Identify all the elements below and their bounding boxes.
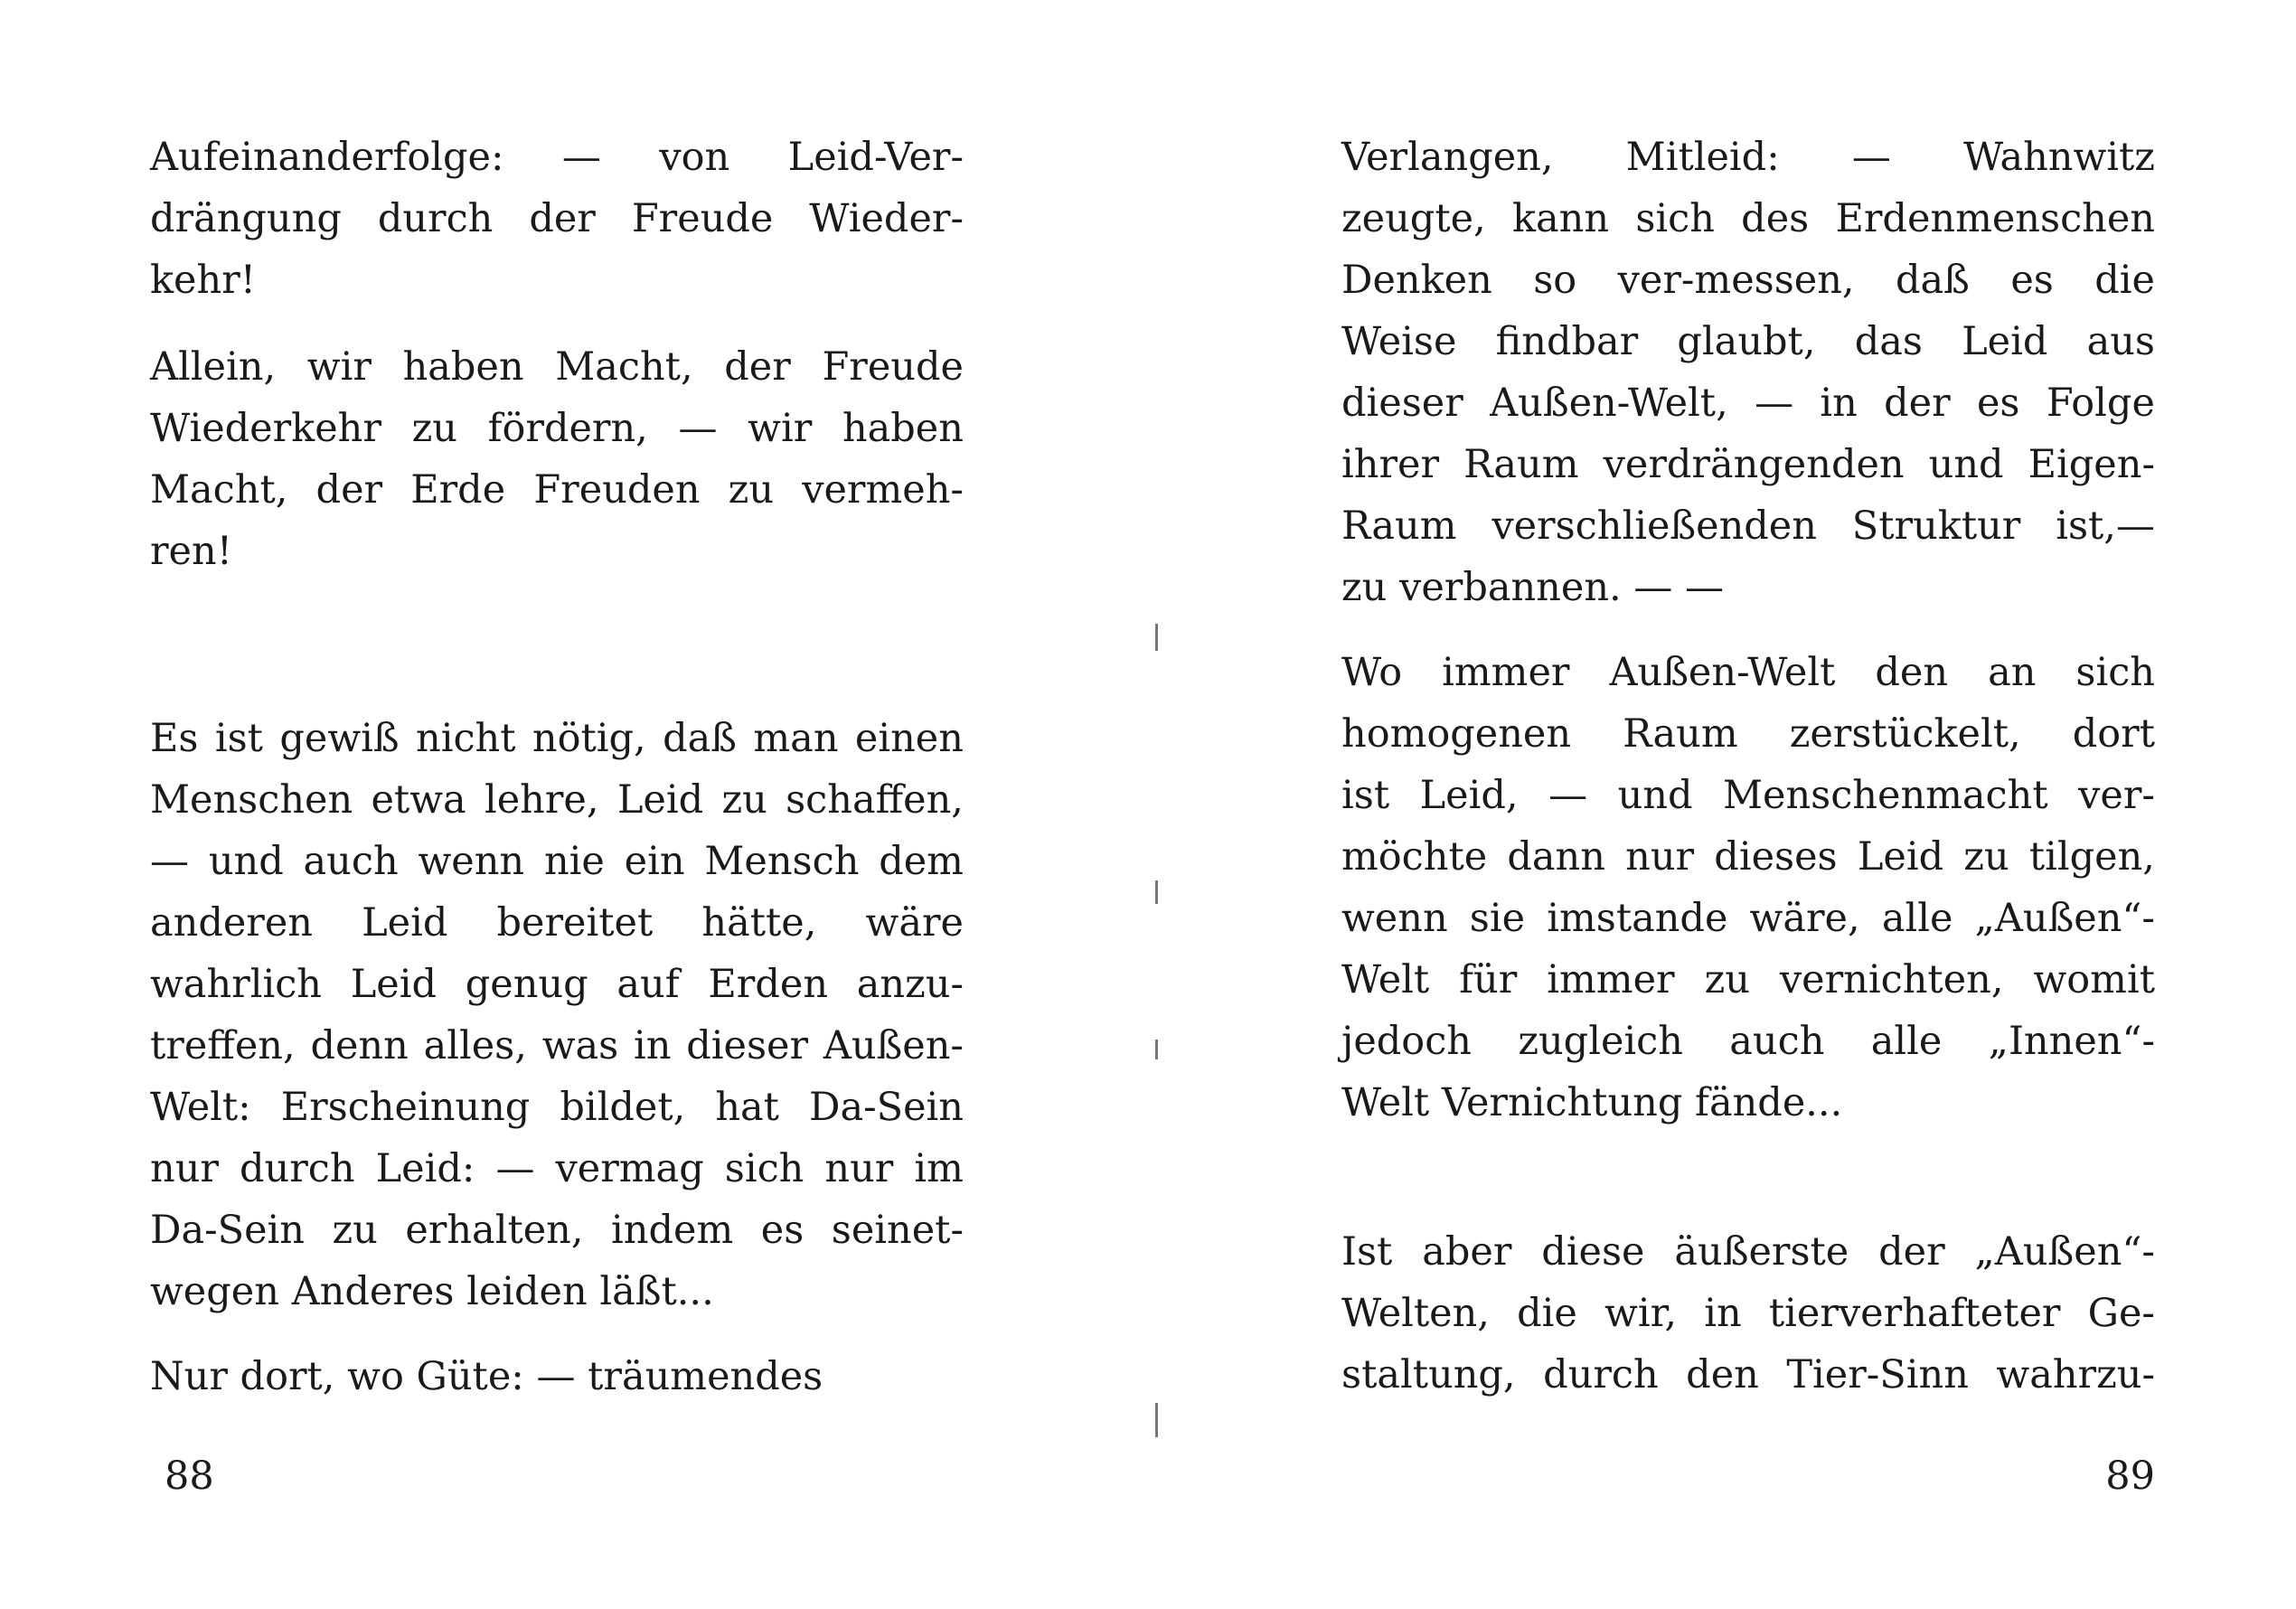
word: Macht, [555, 344, 693, 390]
word: Leid: [375, 1146, 475, 1191]
word: — [678, 406, 718, 451]
word: wir [748, 406, 813, 451]
word: zu [721, 777, 767, 823]
word: der [315, 467, 383, 513]
word: Ist [1341, 1229, 1393, 1275]
word: Erdenmenschen [1835, 196, 2155, 241]
word: aber [1422, 1229, 1512, 1275]
word: dieser [686, 1023, 809, 1068]
word: Freude [822, 344, 964, 390]
text-line [1341, 256, 2155, 305]
text-line [150, 1267, 964, 1316]
text-line [150, 714, 964, 763]
word: auf [616, 962, 680, 1007]
word: Raum [1623, 711, 1738, 757]
text-line [150, 1144, 964, 1193]
word: sich [724, 1146, 805, 1191]
word: wegen [150, 1269, 279, 1314]
word: alle [1881, 896, 1953, 941]
word: was [541, 1023, 619, 1068]
word: indem [611, 1208, 734, 1253]
word: Struktur [1851, 503, 2021, 549]
word: Da-Sein [808, 1085, 964, 1130]
word: seinet- [831, 1208, 964, 1253]
word: — [561, 135, 601, 180]
word: zu [1704, 957, 1750, 1002]
word: immer [1442, 650, 1570, 695]
word: Allein, [150, 344, 277, 390]
word: „Außen“- [1974, 896, 2155, 941]
word: „Innen“- [1988, 1019, 2155, 1064]
word: Welten, [1341, 1291, 1490, 1336]
text-line [1341, 1350, 2155, 1399]
word: für [1459, 957, 1518, 1002]
word: im [914, 1146, 964, 1191]
word: einen [854, 716, 964, 761]
page-number: 89 [2105, 1454, 2155, 1499]
word: es [760, 1208, 805, 1253]
word: Menschen [150, 777, 353, 823]
word: zeugte, [1341, 196, 1486, 241]
word: an [1988, 650, 2037, 695]
word: schaffen, [786, 777, 964, 823]
word: nur [824, 1146, 894, 1191]
word: träumendes [588, 1354, 823, 1399]
text-line [150, 194, 964, 243]
word: erhalten, [405, 1208, 584, 1253]
word: zu [728, 467, 775, 513]
word: bildet, [560, 1085, 686, 1130]
word: Welt: [150, 1085, 251, 1130]
word: vermeh- [802, 467, 964, 513]
word: und [1928, 442, 2004, 487]
word: Da-Sein [150, 1208, 305, 1253]
word: sich [2075, 650, 2155, 695]
word: den [1686, 1352, 1759, 1397]
word: vermag [555, 1146, 704, 1191]
text-line [150, 133, 964, 182]
word: der [529, 196, 596, 241]
word: durch [240, 1146, 355, 1191]
word: alles, [423, 1023, 527, 1068]
text-line [1341, 955, 2155, 1004]
text-line [150, 256, 964, 305]
text-line [150, 1206, 964, 1255]
word: glaubt, [1677, 319, 1816, 364]
word: läßt... [599, 1269, 714, 1314]
word: ren! [150, 529, 232, 574]
word: verbannen. [1399, 565, 1622, 610]
word: der [1878, 1229, 1945, 1275]
word: den [1875, 650, 1949, 695]
word: wenn [1341, 896, 1448, 941]
word: Vernichtung [1441, 1080, 1683, 1125]
word: wenn [418, 839, 525, 884]
word: — [150, 839, 189, 884]
text-line [150, 343, 964, 391]
word: auch [303, 839, 399, 884]
word: Mensch [704, 839, 860, 884]
word: Raum [1463, 442, 1579, 487]
word: dieses [1714, 834, 1838, 880]
word: zu [411, 406, 457, 451]
word: nur [1625, 834, 1695, 880]
word: wir, [1604, 1291, 1678, 1336]
word: des [1741, 196, 1810, 241]
word: Güte: [416, 1354, 524, 1399]
word: nicht [416, 716, 516, 761]
word: alle [1870, 1019, 1943, 1064]
text-line [150, 527, 964, 576]
word: wo [347, 1354, 404, 1399]
word: äußerste [1674, 1229, 1849, 1275]
word: Eigen- [2028, 442, 2155, 487]
word: Weise [1341, 319, 1457, 364]
word: Anderes [291, 1269, 455, 1314]
word: Welt [1341, 957, 1430, 1002]
word: verdrängenden [1603, 442, 1905, 487]
text-line [1341, 133, 2155, 182]
word: tilgen, [2028, 834, 2155, 880]
word: haben [402, 344, 524, 390]
gutter-mark [1155, 1403, 1158, 1437]
text-line [150, 1352, 964, 1401]
word: kann [1511, 196, 1610, 241]
word: tierverhafteter [1768, 1291, 2061, 1336]
word: Außen- [823, 1023, 964, 1068]
word: — [1685, 565, 1725, 610]
word: hat [715, 1085, 779, 1130]
word: Wo [1341, 650, 1403, 695]
word: — [495, 1146, 535, 1191]
word: leiden [466, 1269, 588, 1314]
word: wir [306, 344, 372, 390]
word: Macht, [150, 467, 288, 513]
word: Leid [350, 962, 438, 1007]
word: etwa [371, 777, 466, 823]
text-line [1341, 648, 2155, 697]
word: zu [1341, 565, 1388, 610]
word: sich [1635, 196, 1715, 241]
word: fördern, [487, 406, 648, 451]
word: Menschenmacht [1722, 773, 2048, 818]
gutter-mark [1155, 1040, 1158, 1059]
word: dort [2072, 711, 2155, 757]
text-line [1341, 502, 2155, 550]
word: kehr! [150, 258, 257, 303]
page-number: 88 [165, 1454, 214, 1499]
word: — [1548, 773, 1588, 818]
word: immer [1547, 957, 1675, 1002]
word: Ge- [2087, 1291, 2155, 1336]
word: in [1704, 1291, 1742, 1336]
word: sie [1469, 896, 1526, 941]
word: in [1820, 381, 1858, 426]
word: auch [1729, 1019, 1825, 1064]
word: Wahnwitz [1962, 135, 2155, 180]
gutter-mark [1155, 624, 1158, 651]
word: — [1755, 381, 1794, 426]
word: Tier-Sinn [1786, 1352, 1969, 1397]
word: zu [1963, 834, 2009, 880]
word: treffen, [150, 1023, 296, 1068]
word: Freuden [533, 467, 701, 513]
word: diese [1541, 1229, 1645, 1275]
word: nötig, [532, 716, 646, 761]
text-line [1341, 317, 2155, 366]
word: staltung, [1341, 1352, 1516, 1397]
word: durch [1543, 1352, 1659, 1397]
text-line [1341, 563, 2155, 612]
word: Folge [2046, 381, 2155, 426]
word: Erscheinung [280, 1085, 531, 1130]
word: daß [1896, 258, 1970, 303]
word: Nur [150, 1354, 228, 1399]
word: Leid, [1419, 773, 1519, 818]
word: Leid [1962, 319, 2048, 364]
word: so [1533, 258, 1577, 303]
word: gewiß [279, 716, 400, 761]
text-line [1341, 379, 2155, 428]
word: imstande [1547, 896, 1728, 941]
word: vernichten, [1779, 957, 2004, 1002]
word: ist,— [2056, 503, 2155, 549]
word: Leid-Ver- [787, 135, 964, 180]
text-line [1341, 194, 2155, 243]
word: der [724, 344, 791, 390]
text-line [150, 466, 964, 514]
word: anzu- [856, 962, 964, 1007]
word: Außen-Welt, [1490, 381, 1728, 426]
text-line [150, 404, 964, 453]
word: Denken [1341, 258, 1492, 303]
word: wäre [865, 900, 964, 946]
word: zerstückelt, [1789, 711, 2021, 757]
word: daß [663, 716, 738, 761]
word: bereitet [496, 900, 654, 946]
word: hätte, [701, 900, 817, 946]
text-line [1341, 771, 2155, 820]
word: denn [310, 1023, 409, 1068]
word: Wieder- [809, 196, 964, 241]
text-line [150, 776, 964, 824]
word: möchte [1341, 834, 1488, 880]
word: man [753, 716, 839, 761]
word: Verlangen, [1341, 135, 1554, 180]
word: haben [842, 406, 964, 451]
word: drängung [150, 196, 342, 241]
word: Leid [362, 900, 448, 946]
text-line [1341, 710, 2155, 758]
word: in [634, 1023, 672, 1068]
word: ein [624, 839, 685, 884]
word: genug [465, 962, 588, 1007]
word: wahrlich [150, 962, 322, 1007]
word: ver-messen, [1617, 258, 1855, 303]
word: die [1517, 1291, 1577, 1336]
word: dem [879, 839, 964, 884]
word: fände... [1695, 1080, 1843, 1125]
word: Leid [616, 777, 704, 823]
word: ist [1341, 773, 1390, 818]
text-line [150, 1083, 964, 1132]
word: und [1617, 773, 1693, 818]
word: aus [2086, 319, 2155, 364]
word: von [659, 135, 730, 180]
text-line [150, 1021, 964, 1070]
word: es [1976, 381, 2020, 426]
word: homogenen [1341, 711, 1572, 757]
word: zugleich [1518, 1019, 1683, 1064]
word: anderen [150, 900, 313, 946]
word: durch [377, 196, 494, 241]
word: — [1851, 135, 1891, 180]
word: nur [150, 1146, 219, 1191]
word: ver- [2078, 773, 2155, 818]
word: Aufeinanderfolge: [150, 135, 504, 180]
word: Es [150, 716, 199, 761]
text-line [1341, 1228, 2155, 1276]
text-line [1341, 833, 2155, 881]
word: Mitleid: [1625, 135, 1780, 180]
word: dieser [1341, 381, 1463, 426]
word: Raum [1341, 503, 1457, 549]
text-line [1341, 1078, 2155, 1127]
word: lehre, [484, 777, 599, 823]
word: Freude [631, 196, 774, 241]
word: Welt [1341, 1080, 1430, 1125]
word: verschließenden [1491, 503, 1817, 549]
text-line [1341, 894, 2155, 943]
word: Leid [1857, 834, 1944, 880]
word: ihrer [1341, 442, 1440, 487]
word: Erden [708, 962, 829, 1007]
text-line [1341, 1017, 2155, 1066]
word: die [2094, 258, 2155, 303]
text-line [150, 960, 964, 1009]
word: ist [214, 716, 263, 761]
text-line [1341, 440, 2155, 489]
word: wäre, [1749, 896, 1860, 941]
word: Außen-Welt [1609, 650, 1836, 695]
text-line [1341, 1289, 2155, 1338]
word: es [2010, 258, 2054, 303]
word: das [1854, 319, 1923, 364]
word: dort, [240, 1354, 335, 1399]
word: dann [1507, 834, 1605, 880]
word: wahrzu- [1996, 1352, 2155, 1397]
text-line [150, 837, 964, 886]
word: zu [332, 1208, 378, 1253]
word: womit [2033, 957, 2155, 1002]
word: — [1633, 565, 1673, 610]
word: — [536, 1354, 576, 1399]
gutter-mark [1155, 880, 1158, 904]
word: „Außen“- [1974, 1229, 2155, 1275]
word: Wiederkehr [150, 406, 381, 451]
word: und [208, 839, 284, 884]
word: Erde [410, 467, 506, 513]
word: nie [543, 839, 605, 884]
word: der [1884, 381, 1951, 426]
word: jedoch [1341, 1019, 1472, 1064]
text-line [150, 899, 964, 947]
word: findbar [1495, 319, 1639, 364]
